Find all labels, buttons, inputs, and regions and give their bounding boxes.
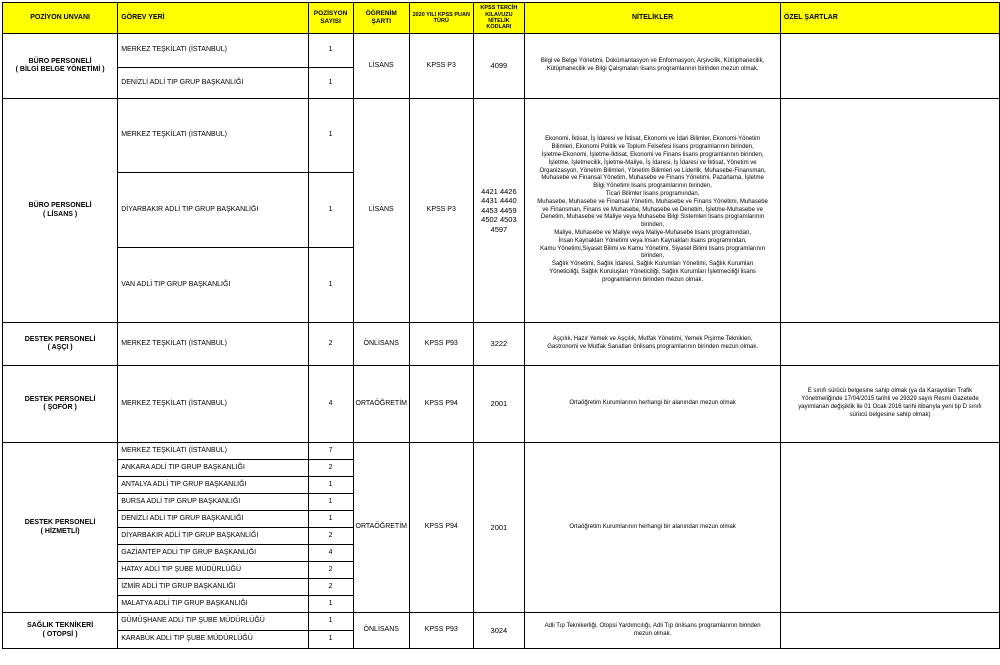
qualification-line: İşletme, İşletmecilik, İşletme-Maliye, İş İdaresi, İş İdaresi ve İktisat, Yönetim ve: [548, 159, 757, 166]
qualification-line: mezun olmak.: [633, 630, 672, 637]
qualification-codes-cell: [473, 443, 525, 613]
duty-location-cell: DENİZLİ ADLİ TIP GRUP BAŞKANLIĞI: [118, 68, 308, 99]
position-title-line: ( AŞÇI ): [47, 344, 73, 351]
qualification-line: Yöneticiliği, Sağlık Kuruluşları Yöneticiliği, Sağlık Kurumları İşletmeciliği lisans: [549, 268, 756, 275]
special-conditions-cell: [780, 366, 999, 443]
position-count-cell: 2: [308, 528, 353, 545]
qualification-code: 3222: [490, 339, 508, 349]
position-count-cell: 1: [308, 68, 353, 99]
duty-location-cell: BURSA ADLİ TIP GRUP BAŞKANLIĞI: [118, 494, 308, 511]
kpss-score-type-cell: KPSS P94: [409, 366, 473, 443]
education-cell: LİSANS: [353, 34, 409, 99]
duty-location-cell: KARABÜK ADLİ TIP ŞUBE MÜDÜRLÜĞÜ: [118, 631, 308, 649]
position-title-line: DESTEK PERSONELİ: [24, 395, 96, 403]
duty-location-cell: ANTALYA ADLİ TIP GRUP BAŞKANLIĞI: [118, 477, 308, 494]
qualification-codes-cell: [473, 34, 525, 99]
qualification-line: Ekonomi, İktisat, İş İdaresi ve İktisat, Ekonomi ve İdari Bilimler, Ekonomi-Yönetim: [545, 136, 761, 143]
qualification-line: İşletme-Ekonomi, İşletme-İktisat, Ekonomi ve Finans lisans programlarının birinden,: [541, 152, 764, 159]
special-condition-line: sürücü belgesine sahip olmak): [849, 411, 931, 418]
qualification-line: Denetim, Muhasebe ve Maliye veya Muhasebe Bilgi Sistemleri lisans programlarının: [540, 214, 765, 221]
special-conditions-cell: [780, 323, 999, 366]
qualifications-cell: [525, 34, 781, 99]
header-row: [3, 3, 1000, 34]
education-cell: LİSANS: [353, 99, 409, 323]
kpss-score-type-cell: KPSS P93: [409, 613, 473, 649]
qualification-line: Maliye, Muhasebe ve Maliye veya Maliye-Muhasebe lisans programından,: [554, 229, 751, 236]
position-title-cell: [3, 613, 118, 649]
position-count-cell: 7: [308, 443, 353, 460]
header-pozisyon-sayisi: POZİSYON SAYISI: [308, 3, 353, 34]
position-count-cell: 2: [308, 323, 353, 366]
qualifications-cell: [525, 323, 781, 366]
header-pozisyon: POZİYON UNVANI: [3, 3, 118, 34]
position-count-cell: 1: [308, 173, 353, 248]
special-condition-line: yayımlanan değişiklik ile 01 Ocak 2016 tarihi itibarıyla yeni tip D sınıfı: [798, 404, 982, 410]
qualification-line: Ortaöğretim Kurumlarının herhangi bir alanından mezun olmak: [569, 523, 736, 530]
qualification-line: Bilimleri, Ekonomi Politik ve Toplum Felsefesi lisans programlarının birinden,: [551, 144, 754, 151]
header-kpss-puan-turu: 2020 YILI KPSS PUAN TÜRÜ: [409, 3, 473, 34]
qualification-code: 4453 4459: [481, 205, 517, 215]
qualification-line: Kütüphanecilik ve Bilgi Çalışmaları lisans programlarının birinden mezun olmak.: [546, 66, 759, 72]
positions-table: [2, 2, 1000, 649]
qualification-line: Muhasebe, Muhasebe ve Finansal Yönetim, Muhasebe ve Finans Yönetimi, Muhasebe: [537, 198, 768, 205]
position-count-cell: 1: [308, 631, 353, 649]
duty-location-cell: HATAY ADLİ TIP ŞUBE MÜDÜRLÜĞÜ: [118, 562, 308, 579]
position-count-cell: 2: [308, 579, 353, 596]
kpss-score-type-cell: KPSS P3: [409, 34, 473, 99]
position-count-cell: 2: [308, 562, 353, 579]
special-condition-line: E sınıfı sürücü belgesine sahip olmak (ya da Karayolları Trafik: [807, 388, 973, 395]
position-title-line: ( BİLGİ BELGE YÖNETİMİ ): [15, 66, 105, 73]
position-count-cell: 4: [308, 366, 353, 443]
duty-location-cell: GAZİANTEP ADLİ TIP GRUP BAŞKANLIĞI: [118, 545, 308, 562]
qualification-line: Aşçılık, Hazır Yemek ve Aşçılık, Mutfak Yönetimi, Yemek Pişirme Teknikleri,: [552, 336, 753, 343]
qualification-line: Gastronomi ve Mutfak Sanatları önlisans programlarının birinden mezun olmak.: [547, 344, 758, 350]
qualification-line: Muhasebe ve Finansal Yönetim, Muhasebe ve Finans Yönetimi, Pazarlama, İşletme: [541, 175, 764, 182]
position-count-cell: 1: [308, 596, 353, 613]
position-title-line: ( OTOPSİ ): [42, 630, 78, 638]
position-count-cell: 1: [308, 613, 353, 631]
qualification-codes-cell: [473, 323, 525, 366]
position-count-cell: 1: [308, 34, 353, 68]
qualification-line: birinden,: [641, 253, 665, 260]
position-title-cell: [3, 443, 118, 613]
qualification-line: Organizasyon, Yönetim Bilimleri, Yönetim Bilimleri ve Liderlik, Muhasebe-Finansman,: [539, 167, 766, 174]
duty-location-cell: DİYARBAKIR ADLİ TIP GRUP BAŞKANLIĞI: [118, 173, 308, 248]
position-count-cell: 1: [308, 494, 353, 511]
position-count-cell: 4: [308, 545, 353, 562]
table-row: [3, 34, 1000, 68]
qualification-line: birinden,: [641, 222, 665, 229]
qualifications-cell: [525, 366, 781, 443]
qualification-line: Adli Tıp Teknikerliği, Otopsi Yardımcılığı, Adli Tıp önlisans programlarının birinden: [544, 622, 761, 629]
qualification-code: 4431 4440: [481, 196, 517, 206]
qualifications-cell: [525, 613, 781, 649]
position-title-line: SAĞLIK TEKNİKERİ: [27, 622, 94, 630]
qualification-line: Kamu Yönetimi,Siyaset Bilimi ve Kamu Yönetimi, Siyaset Bilimi lisans programlarının: [540, 245, 766, 252]
duty-location-cell: DENİZLİ ADLİ TIP GRUP BAŞKANLIĞI: [118, 511, 308, 528]
position-title-cell: [3, 99, 118, 323]
qualification-code: 4099: [490, 61, 508, 71]
qualification-line: Bilgi ve Belge Yönetimi, Dokümantasyon ve Enformasyon, Arşivcilik, Kütüphanecilik,: [540, 58, 765, 65]
position-title-line: BÜRO PERSONELİ: [28, 57, 92, 65]
qualification-code: 2001: [490, 522, 508, 532]
education-cell: ORTAÖĞRETİM: [353, 366, 409, 443]
duty-location-cell: MERKEZ TEŞKİLATI (İSTANBUL): [118, 443, 308, 460]
position-title-line: ( ŞOFÖR ): [43, 404, 77, 411]
position-title-cell: [3, 34, 118, 99]
qualifications-cell: [525, 443, 781, 613]
qualification-line: Ticari Bilimler lisans programından,: [605, 191, 700, 197]
position-title-line: BÜRO PERSONELİ: [28, 202, 92, 210]
positions-table-body: [3, 34, 1000, 649]
special-condition-line: Yönetmeliğinde 17/04/2015 tarihli ve 29329 sayılı Resmi Gazetede: [801, 396, 979, 403]
qualification-line: Ortaöğretim Kurumlarının herhangi bir alanından mezun olmak: [569, 400, 736, 407]
kpss-score-type-cell: KPSS P93: [409, 323, 473, 366]
table-row: [3, 443, 1000, 460]
qualification-code: 4597: [490, 224, 508, 234]
duty-location-cell: DİYARBAKIR ADLİ TIP GRUP BAŞKANLIĞI: [118, 528, 308, 545]
table-row: [3, 99, 1000, 173]
position-title-line: ( HİZMETLİ): [40, 527, 80, 535]
position-title-cell: [3, 323, 118, 366]
education-cell: ÖNLİSANS: [353, 323, 409, 366]
position-title-cell: [3, 366, 118, 443]
header-ozel-sartlar: ÖZEL ŞARTLAR: [780, 3, 999, 34]
duty-location-cell: GÜMÜŞHANE ADLİ TIP ŞUBE MÜDÜRLÜĞÜ: [118, 613, 308, 631]
qualification-line: programlarının birinden mezun olmak.: [602, 276, 704, 283]
qualification-code: 3024: [490, 625, 508, 635]
special-conditions-cell: [780, 443, 999, 613]
header-nitelikler: NİTELİKLER: [525, 3, 781, 34]
qualification-line: ve Finansman, Finans ve Muhasebe, Muhasebe ve Denetim, İşletme-Muhasebe ve: [542, 206, 763, 213]
duty-location-cell: MALATYA ADLİ TIP GRUP BAŞKANLIĞI: [118, 596, 308, 613]
qualification-code: 2001: [490, 399, 508, 409]
position-title-line: ( LİSANS ): [42, 210, 78, 218]
duty-location-cell: MERKEZ TEŞKİLATI (İSTANBUL): [118, 99, 308, 173]
header-ogrenim-sarti: ÖĞRENİM ŞARTI: [353, 3, 409, 34]
duty-location-cell: MERKEZ TEŞKİLATI (İSTANBUL): [118, 323, 308, 366]
position-count-cell: 1: [308, 99, 353, 173]
position-count-cell: 1: [308, 248, 353, 323]
duty-location-cell: ANKARA ADLİ TIP GRUP BAŞKANLIĞI: [118, 460, 308, 477]
qualification-line: İnsan Kaynakları Yönetimi veya İnsan Kaynakları lisans programından,: [558, 237, 747, 244]
position-count-cell: 1: [308, 511, 353, 528]
duty-location-cell: MERKEZ TEŞKİLATI (İSTANBUL): [118, 34, 308, 68]
duty-location-cell: VAN ADLİ TIP GRUP BAŞKANLIĞI: [118, 248, 308, 323]
duty-location-cell: MERKEZ TEŞKİLATI (İSTANBUL): [118, 366, 308, 443]
qualification-codes-cell: [473, 366, 525, 443]
qualification-code: 4421 4426: [481, 187, 517, 197]
header-nitelik-kodlari: KPSS TERCİH KILAVUZU NİTELİK KODLARI: [473, 3, 525, 34]
table-row: [3, 366, 1000, 443]
special-conditions-cell: [780, 34, 999, 99]
qualification-codes-cell: [473, 613, 525, 649]
positions-table-wrapper: [2, 2, 1000, 649]
qualification-code: 4502 4503: [481, 215, 517, 225]
position-title-line: DESTEK PERSONELİ: [24, 335, 96, 343]
position-count-cell: 2: [308, 460, 353, 477]
qualification-codes-cell: [473, 99, 525, 323]
position-title-line: DESTEK PERSONELİ: [24, 519, 96, 527]
education-cell: ORTAÖĞRETİM: [353, 443, 409, 613]
kpss-score-type-cell: KPSS P3: [409, 99, 473, 323]
position-count-cell: 1: [308, 477, 353, 494]
special-conditions-cell: [780, 99, 999, 323]
special-conditions-cell: [780, 613, 999, 649]
table-row: [3, 613, 1000, 631]
header-gorev-yeri: GÖREV YERİ: [118, 3, 308, 34]
qualification-line: Sağlık Yönetimi, Sağlık İdaresi, Sağlık Kurumları Yönetimi, Sağlık Kurumları: [551, 261, 754, 268]
kpss-score-type-cell: KPSS P94: [409, 443, 473, 613]
qualification-line: Bilgi Yönetimi lisans programlarının birinden,: [593, 183, 712, 190]
qualifications-cell: [525, 99, 781, 323]
table-row: [3, 323, 1000, 366]
education-cell: ÖNLİSANS: [353, 613, 409, 649]
duty-location-cell: İZMİR ADLİ TIP GRUP BAŞKANLIĞI: [118, 579, 308, 596]
